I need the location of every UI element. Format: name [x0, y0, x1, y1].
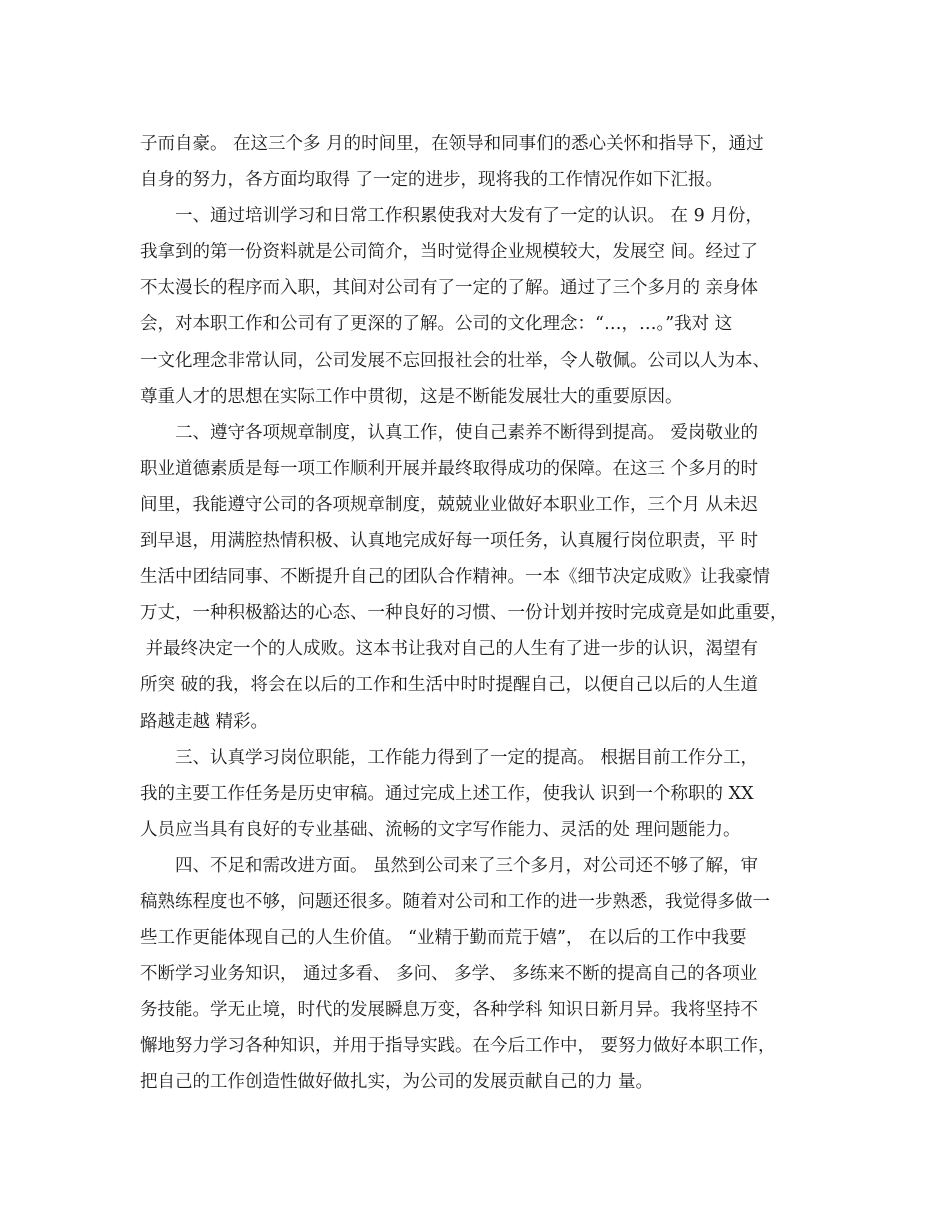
section-heading-line: 三、认真学习岗位职能，工作能力得到了一定的提高。 根据目前工作分工，	[175, 747, 759, 768]
text-line: 生活中团结同事、不断提升自己的团队合作精神。一本《细节决定成败》让我豪情	[140, 567, 770, 588]
text-line: 我拿到的第一份资料就是公司简介，当时觉得企业规模较大，发展空 间。经过了	[140, 242, 759, 263]
text-line: 把自己的工作创造性做好做扎实，为公司的发展贡献自己的力 量。	[140, 1072, 654, 1093]
text-line: 万丈，一种积极豁达的心态、一种良好的习惯、一份计划并按时完成竟是如此重要，	[140, 603, 788, 624]
text-line: 我的主要工作任务是历史审稿。通过完成上述工作，使我认 识到一个称职的 XX	[140, 783, 754, 804]
text-line: 并最终决定一个的人成败。这本书让我对自己的人生有了进一步的认识，渴望有	[140, 639, 759, 660]
text-line: 人员应当具有良好的专业基础、流畅的文字写作能力、灵活的处 理问题能力。	[140, 819, 741, 840]
text-line: 务技能。学无止境，时代的发展瞬息万变，各种学科 知识日新月异。我将坚持不	[140, 1000, 759, 1021]
text-line: 所突 破的我，将会在以后的工作和生活中时时提醒自己，以便自己以后的人生道	[140, 675, 759, 696]
text-line: 一文化理念非常认同，公司发展不忘回报社会的壮举，令人敬佩。公司以人为本、	[140, 350, 770, 371]
document-body	[140, 126, 815, 1101]
text-line: 间里，我能遵守公司的各项规章制度，兢兢业业做好本职业工作，三个月 从未迟	[140, 494, 759, 515]
text-line: 会，对本职工作和公司有了更深的了解。公司的文化理念：“…，…。”我对 这	[140, 314, 733, 335]
text-line: 自身的努力，各方面均取得 了一定的进步，现将我的工作情况作如下汇报。	[140, 170, 724, 191]
text-line: 尊重人才的思想在实际工作中贯彻，这是不断能发展壮大的重要原因。	[140, 386, 683, 407]
text-line: 子而自豪。 在这三个多 月的时间里，在领导和同事们的悉心关怀和指导下，通过	[140, 134, 764, 154]
text-line: 稿熟练程度也不够，问题还很多。随着对公司和工作的进一步熟悉，我觉得多做一	[140, 891, 770, 912]
text-line: 路越走越 精彩。	[140, 711, 269, 732]
section-heading-line: 二、遵守各项规章制度，认真工作，使自己素养不断得到提高。 爱岗敬业的	[175, 422, 759, 443]
text-line: 懈地努力学习各种知识，并用于指导实践。在今后工作中， 要努力做好本职工作，	[140, 1036, 776, 1057]
text-line: 职业道德素质是每一项工作顺利开展并最终取得成功的保障。在这三 个多月的时	[140, 458, 759, 479]
text-line: 不断学习业务知识， 通过多看、 多问、 多学、 多练来不断的提高自己的各项业	[140, 964, 758, 985]
text-line: 不太漫长的程序而入职，其间对公司有了一定的了解。通过了三个多月的 亲身体	[140, 278, 759, 299]
text-line: 些工作更能体现自己的人生价值。 “业精于勤而荒于嬉”， 在以后的工作中我要	[140, 928, 747, 949]
text-line: 到早退，用满腔热情积极、认真地完成好每一项任务，认真履行岗位职责，平 时	[140, 531, 759, 552]
section-heading-line: 四、不足和需改进方面。 虽然到公司来了三个多月，对公司还不够了解，审	[175, 855, 759, 876]
section-heading-line: 一、通过培训学习和日常工作积累使我对大发有了一定的认识。 在 9 月份，	[175, 206, 763, 227]
